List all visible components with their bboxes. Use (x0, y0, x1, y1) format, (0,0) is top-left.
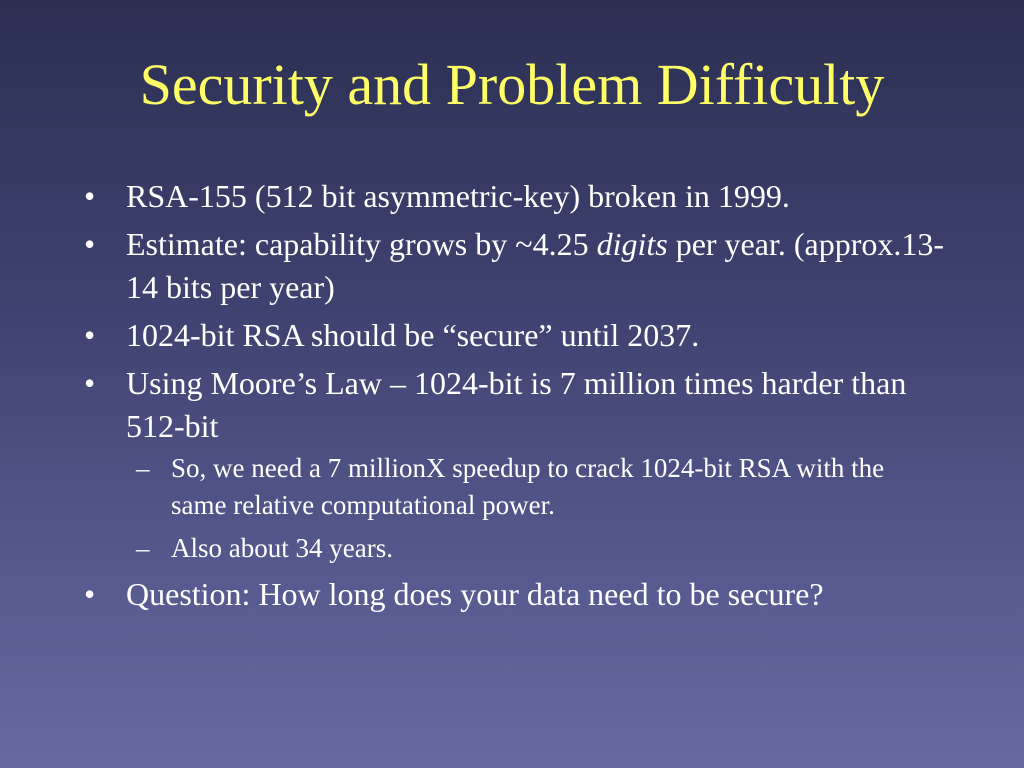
bullet-text: RSA-155 (512 bit asymmetric-key) broken in 1999. (126, 178, 790, 214)
bullet-marker: • (84, 226, 96, 262)
bullet-text-post: per year. (approx.13-14 bits per year) (126, 226, 945, 305)
bullet-marker: • (84, 576, 96, 612)
bullet-item (84, 223, 944, 309)
bullet-text-emphasis: digits (596, 226, 668, 262)
bullet-item (84, 175, 944, 218)
bullet-text: 1024-bit RSA should be “secure” until 2037. (126, 317, 700, 353)
sub-bullet-list (126, 450, 944, 567)
slide-title: Security and Problem Difficulty (139, 52, 885, 117)
bullet-text (126, 226, 944, 305)
bullet-marker: • (84, 365, 96, 401)
bullet-item (84, 573, 944, 616)
sub-bullet-marker: – (136, 453, 150, 483)
bullet-item (84, 314, 944, 357)
bullet-marker: • (84, 317, 96, 353)
sub-bullet-item (126, 450, 944, 524)
sub-bullet-item (126, 530, 944, 567)
bullet-list (84, 175, 944, 621)
bullet-item (84, 362, 944, 567)
sub-bullet-text: Also about 34 years. (171, 533, 393, 563)
sub-bullet-marker: – (136, 533, 150, 563)
bullet-text-pre: Estimate: capability grows by ~4.25 (126, 226, 597, 262)
sub-bullet-text: So, we need a 7 millionX speedup to crack 1024-bit RSA with the same relative computational power. (171, 453, 885, 520)
bullet-marker: • (84, 178, 96, 214)
bullet-text: Using Moore’s Law – 1024-bit is 7 million times harder than 512-bit (126, 365, 907, 444)
bullet-text: Question: How long does your data need to be secure? (126, 576, 824, 612)
